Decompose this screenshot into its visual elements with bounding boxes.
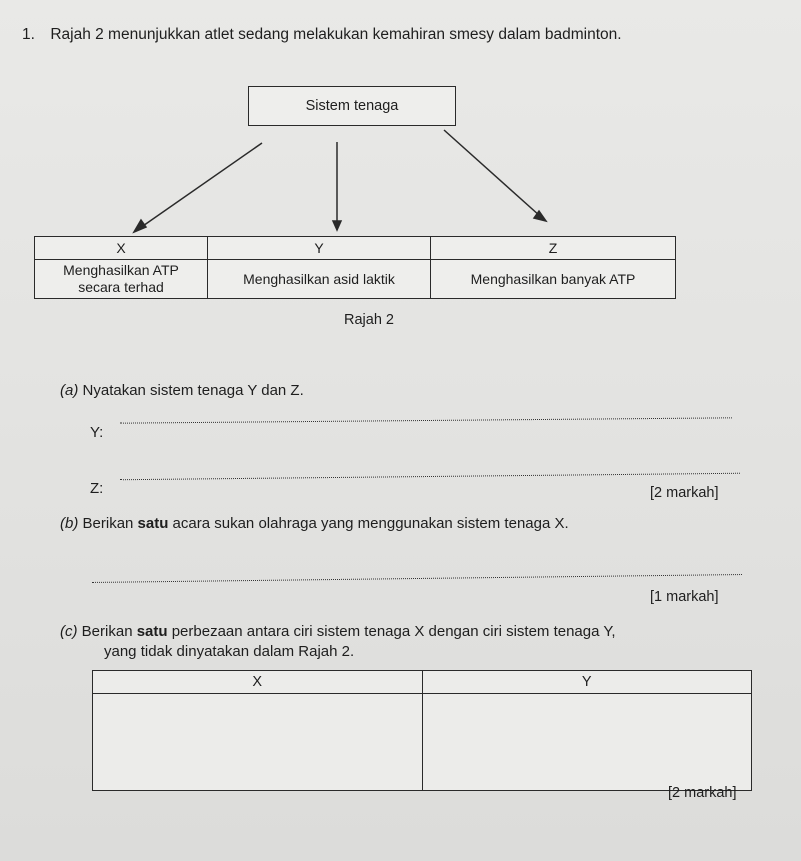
energy-system-label: Sistem tenaga [305, 98, 399, 114]
header-x: X [35, 237, 208, 260]
answer-cell-y[interactable] [422, 694, 752, 791]
part-b-question [60, 515, 569, 532]
part-c-question [60, 622, 760, 662]
content-y: Menghasilkan asid laktik [208, 260, 431, 299]
arrow-to-x [140, 143, 262, 228]
part-b-text-before: Berikan [82, 515, 138, 532]
part-c-text-after: perbezaan antara ciri sistem tenaga X dengan ciri sistem tenaga Y, [167, 623, 616, 640]
answer-cell-x[interactable] [93, 694, 423, 791]
question-number: 1. [22, 26, 35, 43]
answer-y-label: Y: [90, 424, 104, 441]
question-text: Rajah 2 menunjukkan atlet sedang melakukan kemahiran smesy dalam badminton. [50, 26, 622, 43]
arrowhead-x [134, 220, 146, 232]
answer-z-label: Z: [90, 480, 104, 497]
part-b-marks: [1 markah] [650, 589, 719, 605]
part-b-text-bold: satu [137, 515, 169, 532]
part-b-label: (b) [60, 515, 79, 532]
energy-table-content-row [35, 260, 676, 299]
content-z: Menghasilkan banyak ATP [431, 260, 676, 299]
part-c-text-line2: yang tidak dinyatakan dalam Rajah 2. [104, 643, 355, 660]
part-a-marks: [2 markah] [650, 485, 719, 501]
content-x: Menghasilkan ATP secara terhad [35, 260, 208, 299]
part-c-text-bold: satu [136, 623, 168, 640]
comparison-header-y: Y [422, 671, 752, 694]
energy-system-table [34, 236, 676, 299]
comparison-header-row [93, 671, 752, 694]
energy-table-header-row [35, 237, 676, 260]
part-b-text-after: acara sukan olahraga yang menggunakan sistem tenaga X. [168, 515, 569, 532]
comparison-header-x: X [93, 671, 423, 694]
diagram-caption: Rajah 2 [344, 312, 394, 328]
arrowhead-y [333, 221, 341, 230]
comparison-answer-row [93, 694, 752, 791]
header-z: Z [431, 237, 676, 260]
part-c-marks: [2 markah] [668, 785, 737, 801]
header-y: Y [208, 237, 431, 260]
part-c-label: (c) [60, 623, 78, 640]
part-a-question [60, 382, 304, 399]
comparison-answer-table [92, 670, 752, 791]
part-a-label: (a) [60, 382, 79, 399]
arrow-to-z [444, 130, 540, 216]
part-c-text-before: Berikan [81, 623, 137, 640]
part-a-text: Nyatakan sistem tenaga Y dan Z. [82, 382, 304, 399]
